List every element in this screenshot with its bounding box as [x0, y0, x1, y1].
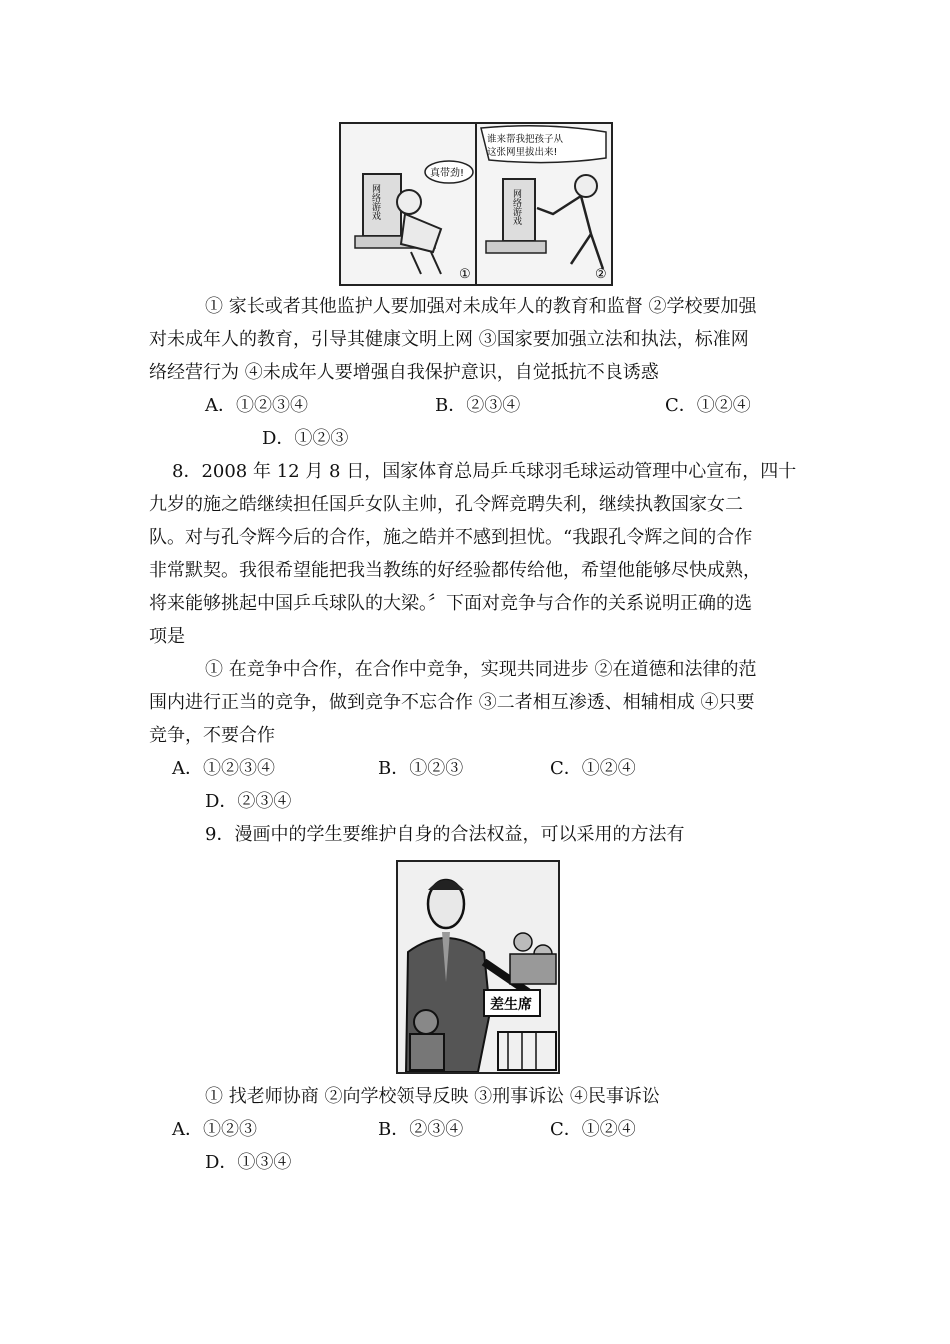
q8-stem-line-4: 非常默契。我很希望能把我当教练的好经验都传给他，希望他能够尽快成熟，	[149, 560, 761, 581]
panel-1-screen-text: 网络游戏	[370, 184, 380, 220]
q8-stem-line-3: 队。对与孔令辉今后的合作，施之皓并不感到担忧。“我跟孔令辉之间的合作	[149, 527, 753, 548]
q9-option-a[interactable]: A．①②③	[172, 1119, 257, 1140]
q8-statement-line-1: ① 在竞争中合作，在合作中竞争，实现共同进步 ②在道德和法律的范	[205, 659, 757, 680]
q7-option-c[interactable]: C．①②④	[665, 395, 751, 416]
q9-option-b[interactable]: B．②③④	[378, 1119, 464, 1140]
panel-2-bubble-line-1: 谁来帮我把孩子从	[487, 134, 564, 145]
q7-option-b[interactable]: B．②③④	[435, 395, 521, 416]
q8-option-d[interactable]: D．②③④	[205, 791, 292, 812]
q9-option-d[interactable]: D．①③④	[205, 1152, 292, 1173]
panel-2-screen-text: 网络游戏	[511, 189, 521, 225]
q8-statement-line-3: 竞争，不要合作	[149, 725, 275, 746]
q7-statement-line-3: 络经营行为 ④未成年人要增强自我保护意识，自觉抵抗不良诱惑	[149, 362, 659, 383]
poor-student-seat-cartoon	[396, 860, 560, 1074]
q7-statement-line-2: 对未成年人的教育，引导其健康文明上网 ③国家要加强立法和执法，标准网	[149, 329, 749, 350]
q8-stem-line-6: 项是	[149, 626, 185, 647]
panel-2-number: ②	[595, 267, 607, 282]
q8-stem-line-5: 将来能够挑起中国乒乓球队的大梁。〞下面对竞争与合作的关系说明正确的选	[149, 593, 752, 614]
cartoon-sign: 差生席	[490, 997, 532, 1013]
q7-option-a[interactable]: A．①②③④	[205, 395, 308, 416]
panel-2-bubble-line-2: 这张网里拔出来!	[487, 147, 558, 158]
q8-stem-line-2: 九岁的施之皓继续担任国乒女队主帅，孔令辉竞聘失利，继续执教国家女二	[149, 494, 743, 515]
panel-1-number: ①	[459, 267, 471, 282]
q8-option-a[interactable]: A．①②③④	[172, 758, 275, 779]
q7-option-d[interactable]: D．①②③	[262, 428, 349, 449]
q9-option-c[interactable]: C．①②④	[550, 1119, 636, 1140]
q8-stem-line-1: 8．2008 年 12 月 8 日，国家体育总局乒乓球羽毛球运动管理中心宣布，四十	[172, 461, 797, 482]
q8-option-b[interactable]: B．①②③	[378, 758, 464, 779]
internet-addiction-cartoon	[339, 122, 613, 286]
q9-statement: ① 找老师协商 ②向学校领导反映 ③刑事诉讼 ④民事诉讼	[205, 1086, 660, 1107]
q8-statement-line-2: 围内进行正当的竞争，做到竞争不忘合作 ③二者相互渗透、相辅相成 ④只要	[149, 692, 755, 713]
q7-statement-line-1: ① 家长或者其他监护人要加强对未成年人的教育和监督 ②学校要加强	[205, 296, 757, 317]
q9-stem: 9．漫画中的学生要维护自身的合法权益，可以采用的方法有	[205, 824, 685, 845]
q8-option-c[interactable]: C．①②④	[550, 758, 636, 779]
panel-1-bubble: 真带劲!	[430, 168, 465, 179]
